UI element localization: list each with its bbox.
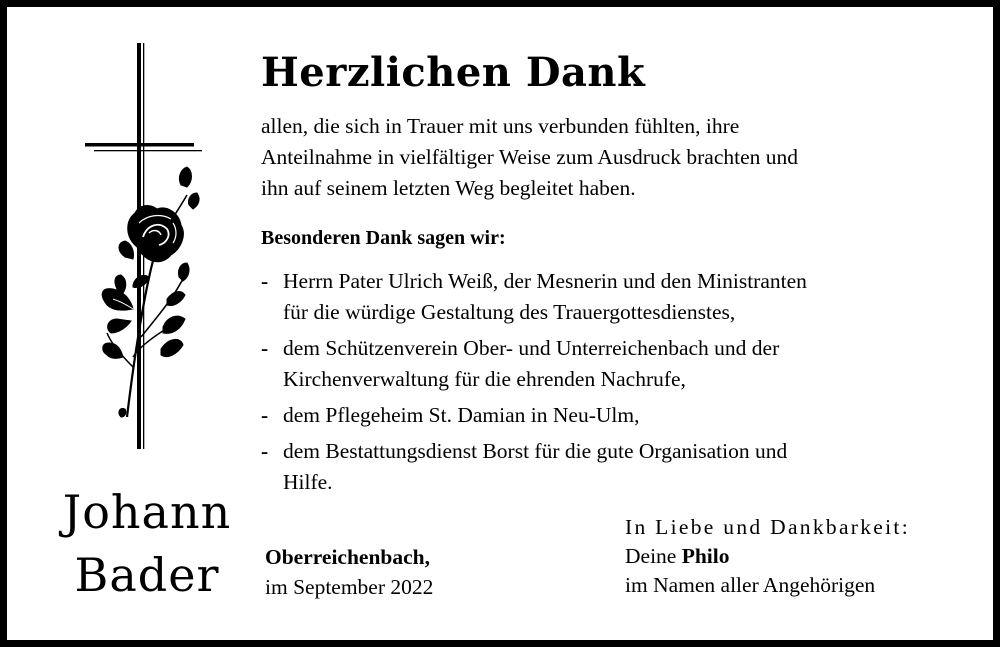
special-thanks-heading: Besonderen Dank sagen wir: — [261, 227, 506, 249]
dash-bullet: - — [261, 439, 269, 463]
list-item-line: dem Pflegeheim St. Damian in Neu-Ulm, — [283, 403, 640, 427]
place-and-date — [265, 542, 433, 602]
deceased-first-name: Johann — [62, 485, 232, 539]
list-item-line: dem Bestattungsdienst Borst für die gute Organisation und — [283, 439, 788, 463]
closing-line: In Liebe und Dankbarkeit: — [625, 515, 910, 539]
list-item — [261, 333, 981, 395]
page-title: Herzlichen Dank — [261, 49, 646, 96]
thanks-list — [261, 266, 981, 503]
list-item-line: Herrn Pater Ulrich Weiß, der Mesnerin und den Ministranten — [283, 269, 807, 293]
place-town: Oberreichenbach, — [265, 545, 431, 569]
cross-with-rose-icon — [77, 37, 217, 457]
closing-signer — [625, 542, 910, 571]
closing-signature — [625, 513, 910, 600]
intro-line: ihn auf seinem letzten Weg begleitet haben. — [261, 176, 636, 200]
deceased-last-name: Bader — [74, 548, 220, 602]
closing-signer-name: Philo — [681, 544, 730, 568]
list-item-line: dem Schützenverein Ober- und Unterreichenbach und der — [283, 336, 780, 360]
place-date: im September 2022 — [265, 575, 434, 599]
intro-text — [261, 111, 798, 204]
list-item-line: Kirchenverwaltung für die ehrenden Nachrufe, — [283, 367, 686, 391]
rose-icon — [102, 167, 199, 417]
list-item-line: für die würdige Gestaltung des Trauergottesdienstes, — [283, 300, 736, 324]
dash-bullet: - — [261, 403, 269, 427]
list-item — [261, 266, 981, 328]
list-item — [261, 400, 981, 431]
closing-line: im Namen aller Angehörigen — [625, 573, 876, 597]
intro-line: Anteilnahme in vielfältiger Weise zum Ausdruck brachten und — [261, 145, 799, 169]
intro-line: allen, die sich in Trauer mit uns verbunden fühlten, ihre — [261, 114, 740, 138]
dash-bullet: - — [261, 269, 269, 293]
dash-bullet: - — [261, 336, 269, 360]
list-item — [261, 436, 981, 498]
closing-prefix: Deine — [625, 544, 682, 568]
list-item-line: Hilfe. — [283, 470, 333, 494]
